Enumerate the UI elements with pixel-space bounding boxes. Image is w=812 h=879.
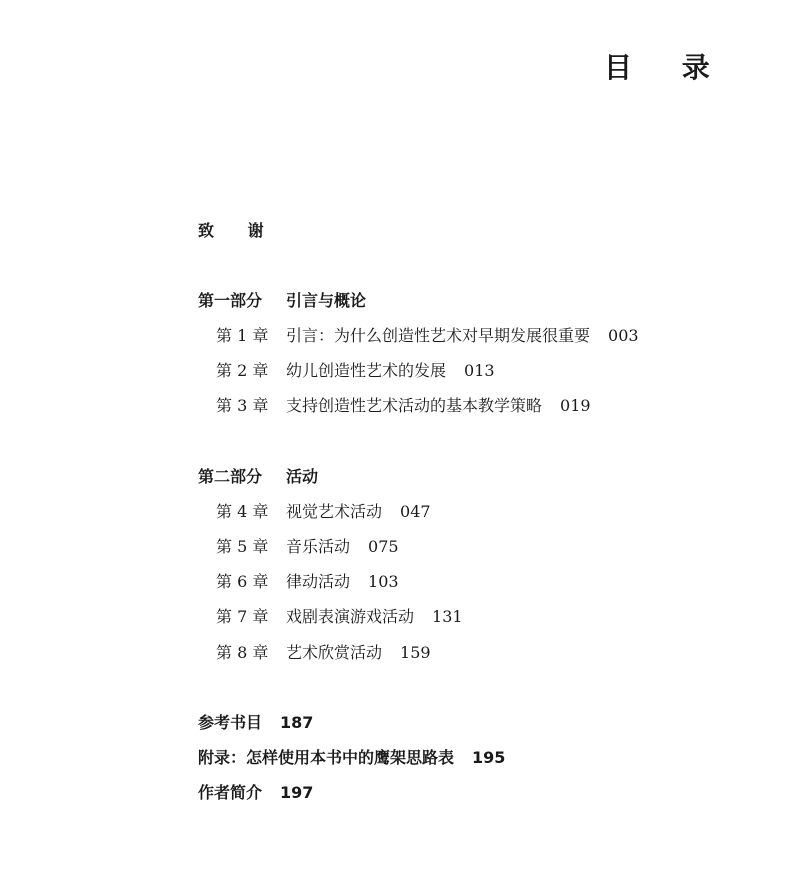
- entry-title: 附录：怎样使用本书中的鹰架思路表: [198, 748, 455, 767]
- toc-appendix[interactable]: [198, 748, 505, 768]
- toc-part-2[interactable]: [198, 467, 318, 487]
- chapter-page: 131: [432, 607, 463, 626]
- chapter-title: 视觉艺术活动: [286, 502, 383, 521]
- chapter-label: 第 2 章: [216, 361, 269, 380]
- entry-page: 197: [280, 783, 314, 802]
- chapter-label: 第 3 章: [216, 396, 269, 415]
- toc-chapter-4[interactable]: [216, 502, 431, 522]
- toc-chapter-5[interactable]: [216, 537, 399, 557]
- part-label: 第一部分: [198, 291, 263, 310]
- toc-chapter-7[interactable]: [216, 607, 463, 627]
- chapter-title: 艺术欣赏活动: [286, 643, 383, 662]
- chapter-title: 音乐活动: [286, 537, 351, 556]
- toc-bibliography[interactable]: [198, 713, 313, 733]
- entry-page: 187: [280, 713, 314, 732]
- entry-title: 作者简介: [198, 783, 263, 802]
- chapter-page: 047: [400, 502, 431, 521]
- page-title: 目 录: [604, 51, 730, 84]
- part-title: 引言与概论: [286, 291, 367, 310]
- chapter-page: 013: [464, 361, 495, 380]
- chapter-label: 第 8 章: [216, 643, 269, 662]
- chapter-page: 103: [368, 572, 399, 591]
- toc-chapter-8[interactable]: [216, 643, 431, 663]
- chapter-label: 第 6 章: [216, 572, 269, 591]
- chapter-title: 戏剧表演游戏活动: [286, 607, 415, 626]
- chapter-page: 003: [608, 326, 639, 345]
- toc-chapter-2[interactable]: [216, 361, 495, 381]
- toc-chapter-6[interactable]: [216, 572, 399, 592]
- toc-about-author[interactable]: [198, 783, 313, 803]
- toc-chapter-3[interactable]: [216, 396, 591, 416]
- chapter-title: 幼儿创造性艺术的发展: [286, 361, 447, 380]
- chapter-page: 019: [560, 396, 591, 415]
- chapter-label: 第 7 章: [216, 607, 269, 626]
- chapter-page: 159: [400, 643, 431, 662]
- chapter-label: 第 1 章: [216, 326, 269, 345]
- entry-title: 参考书目: [198, 713, 263, 732]
- part-title: 活动: [286, 467, 319, 486]
- toc-chapter-1[interactable]: [216, 326, 639, 346]
- entry-page: 195: [472, 748, 506, 767]
- toc-acknowledgements[interactable]: 致 谢: [198, 221, 278, 240]
- chapter-title: 引言：为什么创造性艺术对早期发展很重要: [286, 326, 591, 345]
- chapter-label: 第 4 章: [216, 502, 269, 521]
- part-label: 第二部分: [198, 467, 263, 486]
- toc-part-1[interactable]: [198, 291, 366, 311]
- chapter-label: 第 5 章: [216, 537, 269, 556]
- chapter-title: 律动活动: [286, 572, 351, 591]
- chapter-title: 支持创造性艺术活动的基本教学策略: [286, 396, 543, 415]
- chapter-page: 075: [368, 537, 399, 556]
